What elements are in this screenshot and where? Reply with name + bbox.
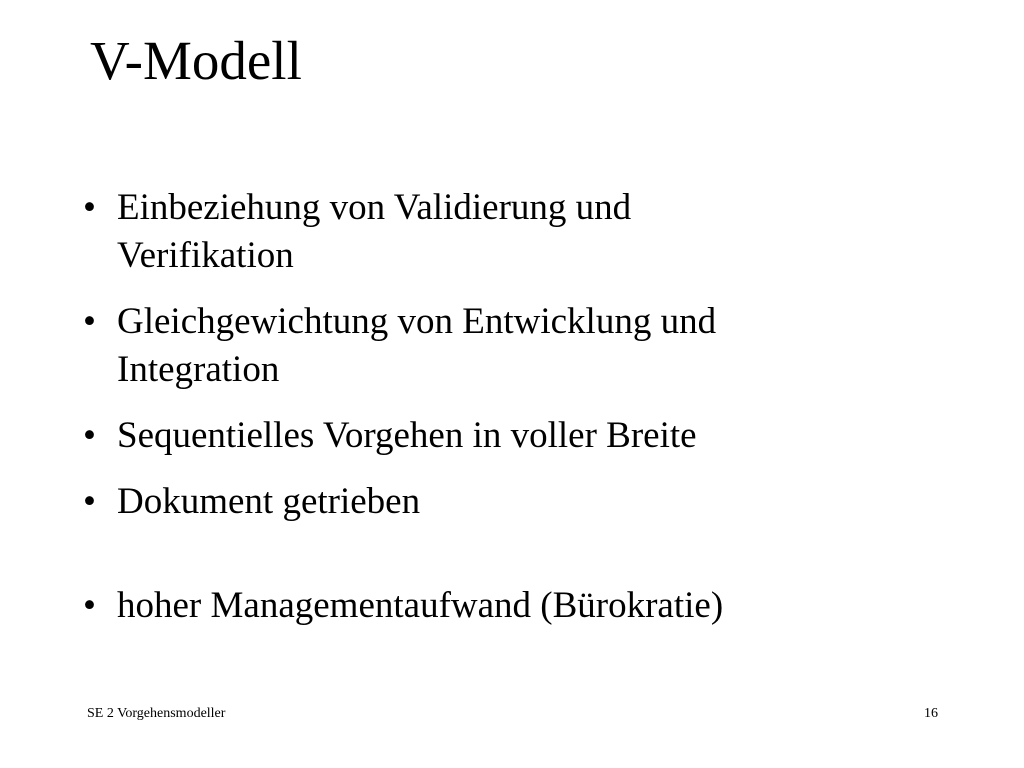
bullet-marker: • (83, 585, 96, 626)
bullet-line: Integration (117, 349, 280, 390)
footer-left-text: SE 2 Vorgehensmodeller (87, 706, 226, 721)
bullet-line: Verifikation (117, 235, 294, 276)
bullet-text (117, 184, 943, 280)
bullet-list (83, 184, 943, 648)
bullet-item (83, 298, 943, 394)
bullet-item (83, 582, 943, 630)
page-number: 16 (924, 706, 938, 721)
bullet-text: hoher Managementaufwand (Bürokratie) (117, 585, 724, 626)
bullet-text: Dokument getrieben (117, 481, 421, 522)
bullet-text (117, 298, 943, 394)
slide-title: V-Modell (90, 30, 302, 91)
bullet-line: Einbeziehung von Validierung und (117, 187, 632, 228)
bullet-item (83, 412, 943, 460)
bullet-text: Sequentielles Vorgehen in voller Breite (117, 415, 697, 456)
bullet-marker: • (83, 301, 96, 342)
bullet-marker: • (83, 187, 96, 228)
bullet-line: Gleichgewichtung von Entwicklung und (117, 301, 717, 342)
bullet-marker: • (83, 415, 96, 456)
bullet-marker: • (83, 481, 96, 522)
bullet-item (83, 184, 943, 280)
bullet-item (83, 478, 943, 526)
